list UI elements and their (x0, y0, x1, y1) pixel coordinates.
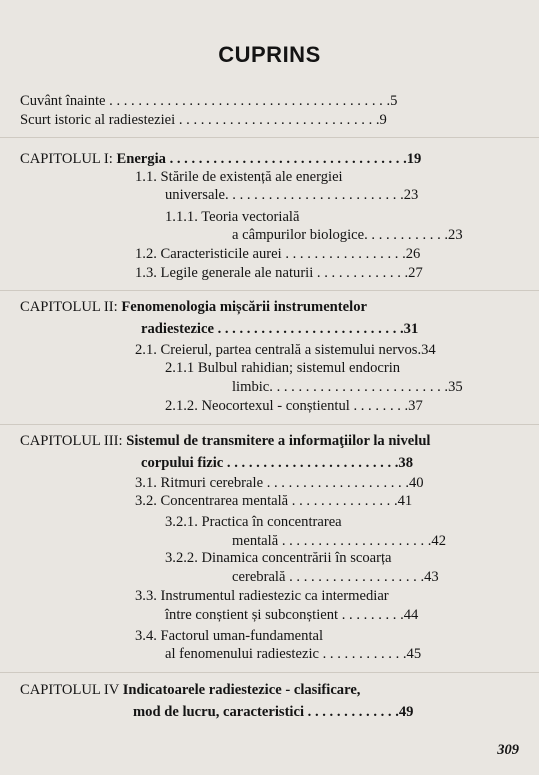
toc-entry-2-1: 2.1. Creierul, partea centrală a sistemului nervos.34 (135, 342, 436, 358)
chapter-4-label: CAPITOLUL IV (20, 682, 123, 698)
section-divider (0, 672, 539, 673)
chapter-1-title: Energia . . . . . . . . . . . . . . . . . . . . . . . . . . . . . . . . .19 (116, 151, 422, 167)
toc-entry-3-2-1-cont: mentală . . . . . . . . . . . . . . . . . . . . .42 (232, 533, 447, 549)
toc-entry-2-1-1: 2.1.1 Bulbul rahidian; sistemul endocrin (165, 360, 401, 376)
toc-entry-3-1: 3.1. Ritmuri cerebrale . . . . . . . . . . . . . . . . . . . .40 (135, 475, 424, 491)
toc-entry-1-1-cont: universale. . . . . . . . . . . . . . . . . . . . . . . . .23 (165, 187, 419, 203)
chapter-3-heading (20, 432, 430, 450)
chapter-2-heading (20, 298, 367, 316)
toc-entry-1-2: 1.2. Caracteristicile aurei . . . . . . . . . . . . . . . . .26 (135, 246, 421, 262)
toc-entry-1-3: 1.3. Legile generale ale naturii . . . . . . . . . . . . .27 (135, 265, 423, 281)
chapter-2-title: Fenomenologia mișcării instrumentelor (121, 299, 367, 315)
toc-entry-3-3: 3.3. Instrumentul radiestezic ca intermediar (135, 588, 389, 604)
toc-entry-3-2-2-cont: cerebrală . . . . . . . . . . . . . . . . . . .43 (232, 569, 439, 585)
chapter-3-label: CAPITOLUL III: (20, 433, 127, 449)
toc-entry-3-2-2: 3.2.2. Dinamica concentrării în scoarța (165, 550, 392, 566)
toc-entry-3-4: 3.4. Factorul uman-fundamental (135, 628, 324, 644)
chapter-3-title-cont: corpului fizic . . . . . . . . . . . . . . . . . . . . . . . .38 (141, 455, 414, 471)
chapter-2-title-cont: radiestezice . . . . . . . . . . . . . . . . . . . . . . . . . .31 (141, 321, 419, 337)
chapter-4-title: Indicatoarele radiestezice - clasificare, (122, 682, 361, 698)
toc-entry-3-2-1: 3.2.1. Practica în concentrarea (165, 514, 342, 530)
toc-entry-3-2: 3.2. Concentrarea mentală . . . . . . . . . . . . . . .41 (135, 493, 413, 509)
section-divider (0, 290, 539, 291)
toc-entry-1-1: 1.1. Stările de existență ale energiei (135, 169, 343, 185)
chapter-4-heading (20, 681, 360, 699)
toc-entry-3-4-cont: al fenomenului radiestezic . . . . . . . . . . . .45 (165, 646, 422, 662)
chapter-4-title-cont: mod de lucru, caracteristici . . . . . . . . . . . . .49 (133, 704, 414, 720)
chapter-1-heading (20, 150, 421, 168)
toc-entry-history: Scurt istoric al radiesteziei . . . . . . . . . . . . . . . . . . . . . . . . . . . .9 (20, 112, 387, 128)
chapter-2-label: CAPITOLUL II: (20, 299, 122, 315)
toc-entry-foreword: Cuvânt înainte . . . . . . . . . . . . . . . . . . . . . . . . . . . . . . . . . . . . . . .5 (20, 93, 398, 109)
toc-entry-1-1-1: 1.1.1. Teoria vectorială (165, 209, 300, 225)
page-title: CUPRINS (218, 42, 321, 67)
toc-entry-2-1-1-cont: limbic. . . . . . . . . . . . . . . . . . . . . . . . .35 (232, 379, 463, 395)
toc-entry-3-3-cont: între conștient și subconștient . . . . . . . . .44 (165, 607, 419, 623)
page-number: 309 (497, 742, 519, 758)
chapter-1-label: CAPITOLUL I: (20, 151, 117, 167)
section-divider (0, 137, 539, 138)
section-divider (0, 424, 539, 425)
toc-entry-1-1-1-cont: a câmpurilor biologice. . . . . . . . . . . .23 (232, 227, 463, 243)
toc-entry-2-1-2: 2.1.2. Neocortexul - conștientul . . . . . . . .37 (165, 398, 423, 414)
chapter-3-title: Sistemul de transmitere a informaţiilor la nivelul (126, 433, 431, 449)
